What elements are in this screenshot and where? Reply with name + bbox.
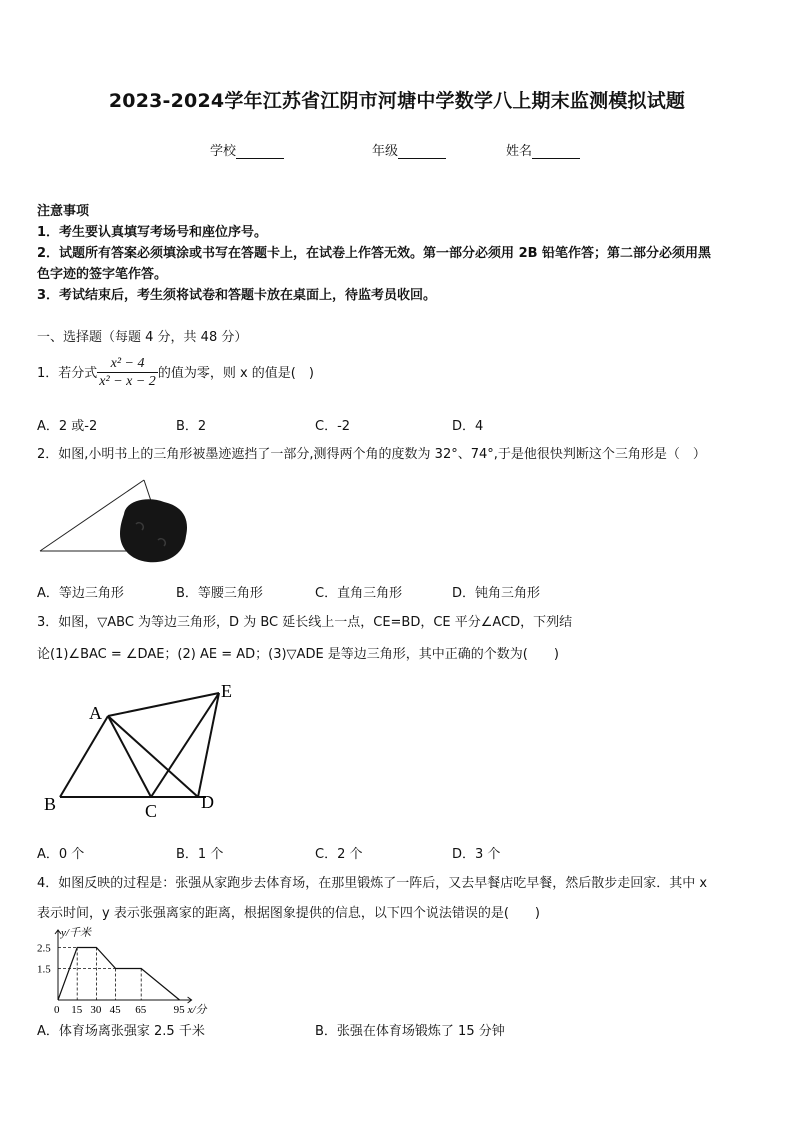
- y-tick-label: 2.5: [37, 942, 51, 955]
- grade-field: 年级: [372, 140, 446, 159]
- q1-suffix: 的值为零，则 x 的值是( ): [157, 366, 314, 381]
- x-tick-label: 30: [90, 1004, 102, 1016]
- point-label-b: B: [44, 794, 57, 814]
- point-label-a: A: [89, 703, 102, 723]
- q3-option-a: A．0 个: [37, 847, 85, 862]
- notice-item: 2．试题所有答案必须填涂或书写在答题卡上，在试卷上作答无效。第一部分必须用 2B 铅笔作答；第二部分必须用黑: [37, 246, 712, 261]
- y-axis-label: y/千米: [61, 927, 91, 939]
- q1-option-c: C．-2: [315, 419, 351, 434]
- question-3-line1: 3．如图，▽ABC 为等边三角形，D 为 BC 延长线上一点，CE=BD，CE 平分∠ACD，下列结: [37, 615, 573, 630]
- point-label-d: D: [201, 792, 214, 812]
- question-1: [37, 356, 314, 391]
- series-line: [58, 948, 180, 1001]
- question-4-line1: 4．如图反映的过程是：张强从家跑步去体育场，在那里锻炼了一阵后，又去早餐店吃早餐，然后散步走回家．其中 x: [37, 876, 708, 891]
- x-tick-label: 95: [173, 1004, 185, 1016]
- question-3-line2: 论(1)∠BAC = ∠DAE；(2) AE = AD；(3)▽ADE 是等边三角形，其中正确的个数为( ): [37, 647, 559, 662]
- q4-distance-time-chart: [30, 924, 210, 1016]
- q3-option-b: B．1 个: [176, 847, 224, 862]
- x-tick-label: 0: [54, 1004, 60, 1016]
- q2-option-b: B．等腰三角形: [176, 586, 263, 601]
- ink-blot-icon: [120, 499, 187, 562]
- q2-option-a: A．等边三角形: [37, 586, 124, 601]
- name-field: 姓名: [506, 140, 580, 159]
- q3-geometry-figure: [36, 676, 256, 826]
- q4-option-a: A．体育场离张强家 2.5 千米: [37, 1024, 205, 1039]
- q4-option-b: B．张强在体育场锻炼了 15 分钟: [315, 1024, 505, 1039]
- notice-item: 3．考试结束后，考生须将试卷和答题卡放在桌面上，待监考员收回。: [37, 288, 437, 303]
- point-label-e: E: [221, 681, 232, 701]
- school-field: 学校: [210, 140, 284, 159]
- y-tick-label: 1.5: [37, 963, 51, 976]
- q1-fraction: [97, 356, 158, 391]
- x-tick-label: 65: [135, 1004, 147, 1016]
- notice-heading: 注意事项: [37, 204, 90, 219]
- notice-item: 1．考生要认真填写考场号和座位序号。: [37, 225, 268, 240]
- x-axis-label: x/分: [187, 1004, 207, 1016]
- section-heading: 一、选择题（每题 4 分，共 48 分）: [37, 330, 248, 345]
- q1-denominator: x² − x − 2: [99, 374, 156, 389]
- q2-option-c: C．直角三角形: [315, 586, 403, 601]
- point-label-c: C: [145, 801, 158, 821]
- q2-option-d: D．钝角三角形: [452, 586, 541, 601]
- q1-option-b: B．2: [176, 419, 207, 434]
- q3-option-d: D．3 个: [452, 847, 501, 862]
- q1-option-d: D．4: [452, 419, 484, 434]
- x-tick-label: 15: [71, 1004, 83, 1016]
- question-2: 2．如图,小明书上的三角形被墨迹遮挡了一部分,测得两个角的度数为 32°、74°,于是他很快判断这个三角形是（ ）: [37, 447, 706, 462]
- q3-option-c: C．2 个: [315, 847, 363, 862]
- q1-prefix: 1．若分式: [37, 366, 98, 381]
- question-4-line2: 表示时间，y 表示张强离家的距离，根据图象提供的信息，以下四个说法错误的是( ): [37, 906, 540, 921]
- q1-option-a: A．2 或-2: [37, 419, 98, 434]
- q2-triangle-figure: [36, 474, 196, 566]
- x-tick-label: 45: [109, 1004, 121, 1016]
- page-title: 2023-2024学年江苏省江阴市河塘中学数学八上期末监测模拟试题: [108, 90, 686, 112]
- notice-item: 色字迹的签字笔作答。: [37, 267, 168, 282]
- q1-numerator: x² − 4: [97, 356, 158, 373]
